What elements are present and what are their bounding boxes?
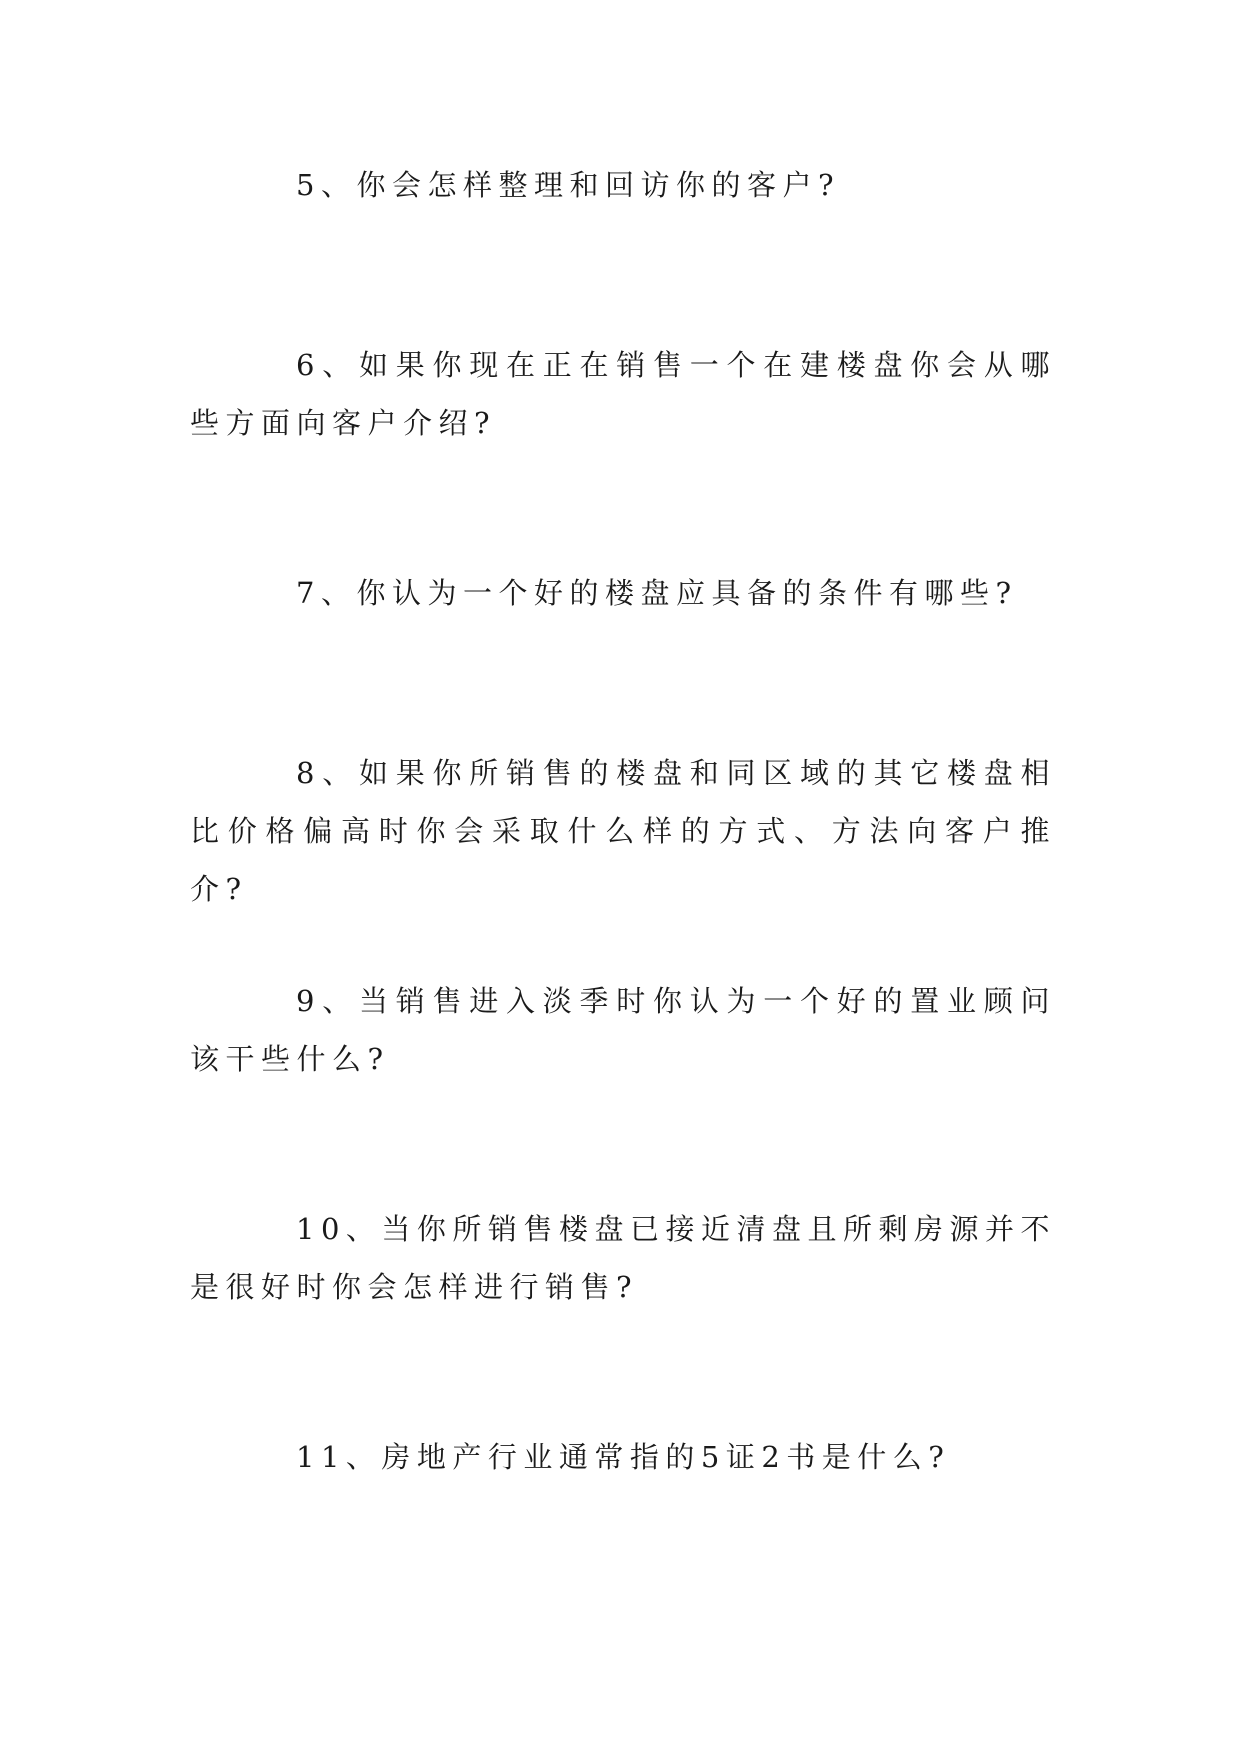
- question-9: 9、当销售进入淡季时你认为一个好的置业顾问该干些什么?: [190, 984, 1056, 1076]
- question-7: 7、你认为一个好的楼盘应具备的条件有哪些?: [296, 576, 1018, 610]
- question-8: 8、如果你所销售的楼盘和同区域的其它楼盘相比价格偏高时你会采取什么样的方式、方法向客户推介?: [190, 756, 1056, 906]
- question-5: 5、你会怎样整理和回访你的客户?: [296, 168, 840, 202]
- question-10: 10、当你所销售楼盘已接近清盘且所剩房源并不是很好时你会怎样进行销售?: [190, 1212, 1056, 1304]
- question-11: 11、房地产行业通常指的5证2书是什么?: [296, 1440, 951, 1474]
- question-6: 6、如果你现在正在销售一个在建楼盘你会从哪些方面向客户介绍?: [190, 348, 1056, 440]
